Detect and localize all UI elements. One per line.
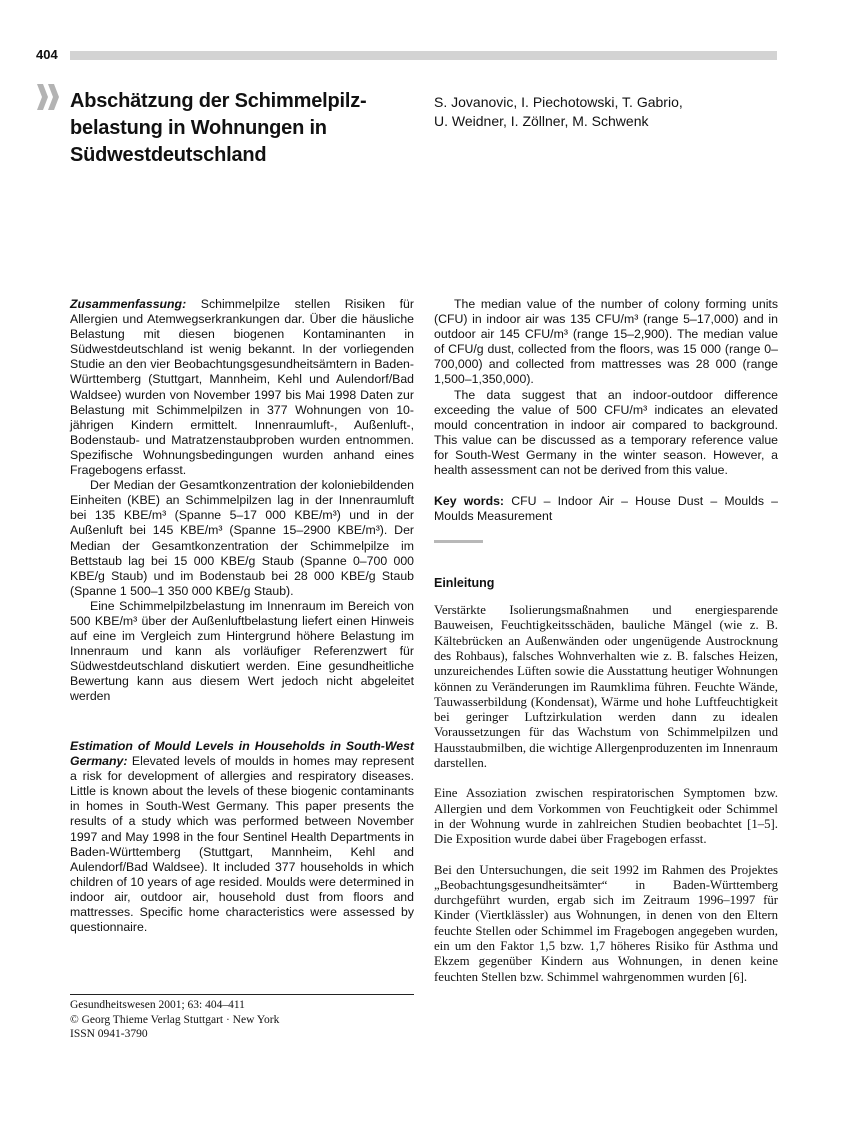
abstract-label: Estimation of Mould Levels in Households in South-West Germany:: [70, 739, 414, 769]
journal-citation: Gesundheitswesen 2001; 63: 404–411: [70, 999, 245, 1011]
header-bar: [70, 51, 777, 60]
abstract-paragraph: The median value of the number of colony forming units (CFU) in indoor air was 135 CFU/m³ (range 5–17,000) and in outdoor air 145 CFU/m³ (range 15–2,900). The median value of CFU/g dust, collected from the floors, was 15 000 (range 0–700,000) and collected from mattresses was 28 000 (range 1,500–1,350,000).: [434, 297, 778, 387]
authors-line: S. Jovanovic, I. Piechotowski, T. Gabrio,: [434, 94, 683, 110]
abstract-text: Schimmelpilze stellen Risiken für Allergien und Atemwegserkrankungen dar. Über die häusliche Belastung mit diesen biogenen Kontaminanten in Südwestdeutschland ist wenig bekannt. In der vorliegenden Studie an den vier Beobachtungsgesundheitsämtern in Baden-Württemberg (Stuttgart, Mannheim, Kehl und Aulendorf/Bad Waldsee) wurden von November 1997 bis Mai 1998 Daten zur Belastung mit Schimmelpilzen in 377 Wohnungen von 10-jährigen Kindern ermittelt. Innenraumluft-, Außenluft-, Bodenstaub- und Matratzenstaubproben wurden entnommen. Spezifische Wohnungsbedingungen wurden anhand eines Fragebogens erfasst.: [70, 297, 414, 478]
abstract-paragraph: The data suggest that an indoor-outdoor difference exceeding the value of 500 CFU/m³ indicates an elevated mould concentration in indoor air compared to background. This value can be discussed as a temporary reference value for South-West Germany in the winter season. However, a health assessment can not be derived from this value.: [434, 387, 778, 478]
introduction-section: [434, 576, 778, 985]
keywords: [434, 494, 778, 524]
article-title: [70, 88, 400, 169]
footer-rule: [70, 994, 414, 995]
abstract-paragraph: Der Median der Gesamtkonzentration der koloniebildenden Einheiten (KBE) an Schimmelpilzen lag in der Innenraumluft bei 135 KBE/m³ (Spanne 5–17 000 KBE/m³) und in der Außenluft bei 145 KBE/m³ (Spanne 15–2900 KBE/m³). Der Median der Gesamtkonzentration der Schimmelpilze im Bettstaub lag bei 15 000 KBE/g Staub (Spanne 0–700 000 KBE/g Staub) und im Bodenstaub bei 28 000 KBE/g Staub (Spanne 1 500–1 350 000 KBE/g Staub).: [70, 478, 414, 598]
keywords-label: Key words:: [434, 494, 505, 509]
title-line: Abschätzung der Schimmelpilz-: [70, 90, 367, 112]
double-chevron-icon: [36, 84, 60, 110]
abstract-paragraph: [70, 739, 414, 935]
abstract-german: [70, 297, 414, 705]
abstract-english: [70, 739, 414, 935]
section-heading: Einleitung: [434, 576, 495, 590]
keywords-text: CFU – Indoor Air – House Dust – Moulds – Moulds Measurement: [434, 494, 778, 524]
author-list: [434, 93, 754, 131]
publisher-line: © Georg Thieme Verlag Stuttgart · New York: [70, 1013, 280, 1026]
title-line: Südwestdeutschland: [70, 144, 267, 166]
title-line: belastung in Wohnungen in: [70, 117, 327, 139]
abstract-english-continued: [434, 297, 778, 524]
abstract-text: Elevated levels of moulds in homes may represent a risk for development of allergies and respiratory diseases. Little is known about the levels of these biogenic contaminants in homes in South-West Germany. This paper presents the results of a study which was performed between November 1997 and May 1998 in the four Sentinel Health Departments in Baden-Württemberg (Stuttgart, Mannheim, Kehl and Aulendorf/Bad Waldsee). It included 377 households in which children of 10 years of age resided. Moulds were determined in indoor air, outdoor air, household dust from floors and mattresses. Specific home characteristics were assessed by questionnaire.: [70, 754, 414, 935]
abstract-label: Zusammenfassung:: [70, 297, 187, 311]
section-divider: [434, 540, 483, 543]
page-number: 404: [36, 47, 58, 62]
body-paragraph: Bei den Untersuchungen, die seit 1992 im Rahmen des Projektes „Beobachtungsgesundheitsämter“ in Baden-Württemberg durchgeführt wurden, ergab sich im Zeitraum 1996–1997 für Kinder (Viertklässler) aus Wohnungen, in denen von den Eltern feuchte Stellen oder Schimmel im Fragebogen angegeben wurden, ein um den Faktor 1,5 bzw. 1,7 höheres Risiko für Asthma und Ekzem gegenüber Kindern aus Wohnungen, in denen keine feuchten Stellen bzw. Schimmel wahrgenommen wurden [6].: [434, 862, 778, 984]
issn-line: ISSN 0941-3790: [70, 1028, 148, 1040]
abstract-paragraph: Eine Schimmelpilzbelastung im Innenraum im Bereich von 500 KBE/m³ über der Außenluftbelastung liefert einen Hinweis auf eine im Vergleich zum Hintergrund höhere Belastung im Innenraum und kann als vorläufiger Referenzwert für Südwestdeutschland diskutiert werden. Eine gesundheitliche Bewertung kann aus diesem Wert jedoch nicht abgeleitet werden: [70, 598, 414, 704]
citation-footer: [70, 998, 414, 1042]
body-paragraph: Verstärkte Isolierungsmaßnahmen und energiesparende Bauweisen, Feuchtigkeitsschäden, bauliche Mängel (wie z. B. Kältebrücken an Außenwänden oder ungenügende Austrocknung des Rohbaus), falsches Wohnverhalten wie z. B. falsches Heizen, unzureichendes Lüften sowie die Ausstattung heutiger Wohnungen können zu Veränderungen im Raumklima führen. Feuchte Wände, Tauwasserbildung (Kondensat), Wärme und hohe Luftfeuchtigkeit bei geringer Luftzirkulation werden dann zu idealen Voraussetzungen für das Wachstum von Schimmelpilzen und Hausstaubmilben, die wichtige Allergenproduzenten im Innenraum darstellen.: [434, 603, 778, 771]
body-paragraph: Eine Assoziation zwischen respiratorischen Symptomen bzw. Allergien und dem Vorkommen von Feuchtigkeit oder Schimmel in der Wohnung wurde in zahlreichen Studien beobachtet [1–5]. Die Exposition wurde dabei über Fragebogen erfasst.: [434, 786, 778, 847]
abstract-paragraph: [70, 297, 414, 478]
authors-line: U. Weidner, I. Zöllner, M. Schwenk: [434, 113, 649, 129]
